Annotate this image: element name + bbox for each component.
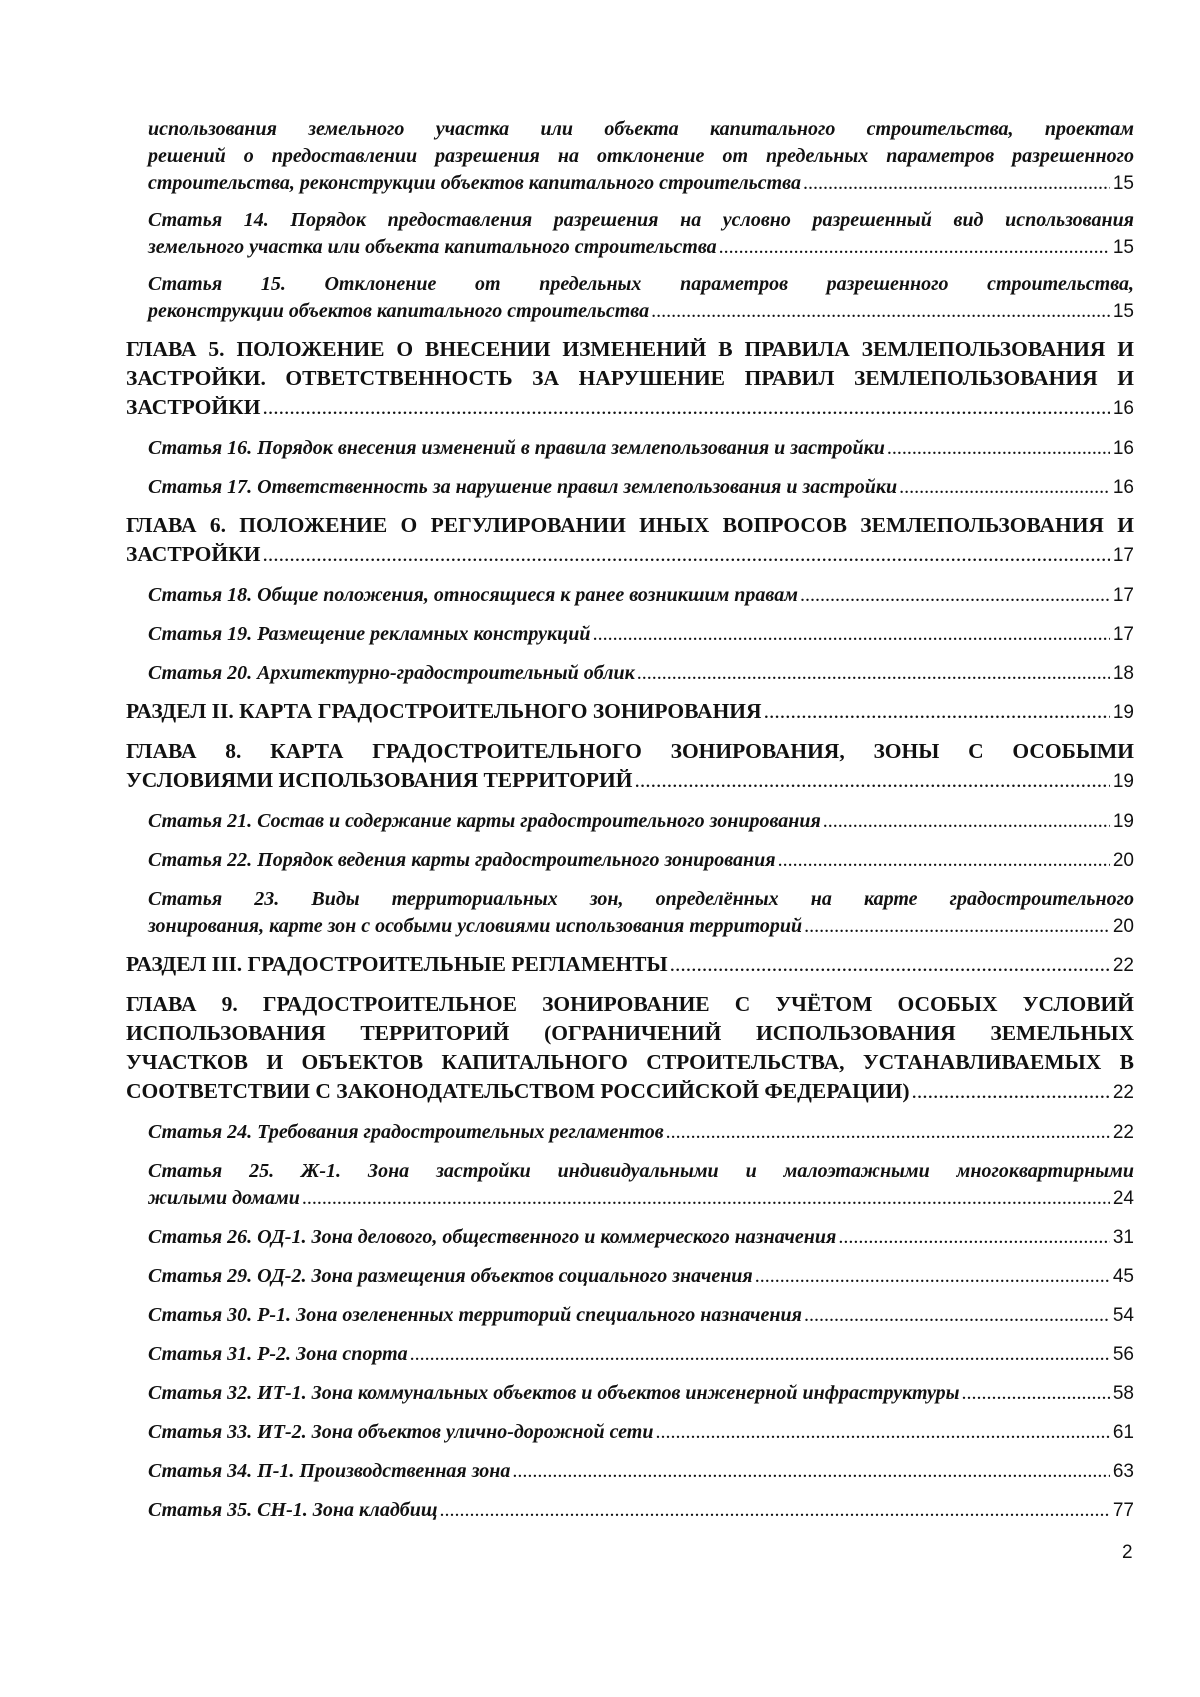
toc-entry-text-line: ГЛАВА 8. КАРТА ГРАДОСТРОИТЕЛЬНОГО ЗОНИРОВАНИЯ, ЗОНЫ С ОСОБЫМИ	[126, 739, 1134, 763]
dot-leader	[410, 1341, 1110, 1368]
toc-entry-text-line: ЗАСТРОЙКИ. ОТВЕТСТВЕННОСТЬ ЗА НАРУШЕНИЕ ПРАВИЛ ЗЕМЛЕПОЛЬЗОВАНИЯ И	[126, 366, 1134, 390]
toc-entry-chapter-8[interactable]	[126, 737, 1134, 796]
toc-page-number: 77	[1112, 1500, 1134, 1521]
toc-page-number: 45	[1112, 1266, 1134, 1287]
toc-page-number: 19	[1112, 702, 1134, 723]
toc-entry-text-line: ИСПОЛЬЗОВАНИЯ ТЕРРИТОРИЙ (ОГРАНИЧЕНИЙ ИСПОЛЬЗОВАНИЯ ЗЕМЕЛЬНЫХ	[126, 1021, 1134, 1045]
spacer	[148, 835, 1134, 847]
toc-page-number: 16	[1112, 398, 1134, 419]
dot-leader	[838, 1224, 1110, 1251]
dot-leader	[755, 1263, 1110, 1290]
toc-entry-text: Статья 31. Р-2. Зона спорта	[148, 1343, 408, 1365]
toc-page-number: 61	[1112, 1422, 1134, 1443]
spacer	[148, 1146, 1134, 1158]
dot-leader	[899, 474, 1110, 501]
dot-leader	[823, 808, 1110, 835]
spacer	[148, 462, 1134, 474]
dot-leader	[440, 1497, 1110, 1524]
toc-entry-section-2[interactable]	[126, 697, 1134, 727]
toc-entry-text: Статья 24. Требования градостроительных регламентов	[148, 1121, 664, 1143]
toc-entry-article-35[interactable]	[148, 1497, 1134, 1524]
dot-leader	[262, 393, 1109, 422]
toc-page-number: 15	[1112, 301, 1134, 322]
toc-entry-text: Статья 26. ОД-1. Зона делового, общественного и коммерческого назначения	[148, 1226, 837, 1248]
spacer	[148, 1368, 1134, 1380]
toc-entry-text-line: решений о предоставлении разрешения на отклонение от предельных параметров разрешенного	[148, 145, 1134, 167]
toc-entry-text: Статья 21. Состав и содержание карты градостроительного зонирования	[148, 810, 821, 832]
toc-entry-text: Статья 29. ОД-2. Зона размещения объектов социального значения	[148, 1265, 753, 1287]
spacer	[148, 1107, 1134, 1119]
toc-entry-text-line: Статья 15. Отклонение от предельных параметров разрешенного строительства,	[148, 273, 1134, 295]
toc-page-number: 19	[1112, 811, 1134, 832]
toc-entry-text: Статья 30. Р-1. Зона озелененных территорий специального назначения	[148, 1304, 802, 1326]
spacer	[148, 874, 1134, 886]
toc-entry-text-line: ГЛАВА 6. ПОЛОЖЕНИЕ О РЕГУЛИРОВАНИИ ИНЫХ ВОПРОСОВ ЗЕМЛЕПОЛЬЗОВАНИЯ И	[126, 513, 1134, 537]
toc-page-number: 22	[1112, 1082, 1134, 1103]
dot-leader	[666, 1119, 1110, 1146]
spacer	[148, 940, 1134, 950]
toc-entry-text-line: ГЛАВА 9. ГРАДОСТРОИТЕЛЬНОЕ ЗОНИРОВАНИЕ С УЧЁТОМ ОСОБЫХ УСЛОВИЙ	[126, 992, 1134, 1016]
toc-entry-text-line: СООТВЕТСТВИИ С ЗАКОНОДАТЕЛЬСТВОМ РОССИЙСКОЙ ФЕДЕРАЦИИ)	[126, 1079, 910, 1103]
toc-entry-text: Статья 33. ИТ-2. Зона объектов улично-дорожной сети	[148, 1421, 654, 1443]
dot-leader	[778, 847, 1110, 874]
toc-page-number: 20	[1112, 850, 1134, 871]
dot-leader	[670, 950, 1110, 979]
spacer	[148, 796, 1134, 808]
dot-leader	[887, 435, 1110, 462]
toc-entry-text-line: УЧАСТКОВ И ОБЪЕКТОВ КАПИТАЛЬНОГО СТРОИТЕЛЬСТВА, УСТАНАВЛИВАЕМЫХ В	[126, 1050, 1134, 1074]
toc-entry-article-15[interactable]	[148, 271, 1134, 325]
toc-entry-text-line: УСЛОВИЯМИ ИСПОЛЬЗОВАНИЯ ТЕРРИТОРИЙ	[126, 768, 633, 792]
toc-page-number: 18	[1112, 663, 1134, 684]
toc-entry-article-24[interactable]	[148, 1119, 1134, 1146]
toc-entry-text: Статья 34. П-1. Производственная зона	[148, 1460, 511, 1482]
toc-entry-text-line: ЗАСТРОЙКИ	[126, 542, 261, 566]
toc-entry-text-line: использования земельного участка или объекта капитального строительства, проектам	[148, 118, 1134, 140]
toc-entry-text: Статья 32. ИТ-1. Зона коммунальных объектов и объектов инженерной инфраструктуры	[148, 1382, 960, 1404]
toc-entry-article-33[interactable]	[148, 1419, 1134, 1446]
toc-entry-article-16[interactable]	[148, 435, 1134, 462]
spacer	[148, 261, 1134, 271]
toc-page-number: 31	[1112, 1227, 1134, 1248]
toc-entry-article-23[interactable]	[148, 886, 1134, 940]
dot-leader	[635, 766, 1110, 795]
spacer	[148, 648, 1134, 660]
spacer	[148, 1251, 1134, 1263]
toc-page-number: 19	[1112, 771, 1134, 792]
toc-entry-text: Статья 20. Архитектурно-градостроительный облик	[148, 662, 635, 684]
toc-entry-article-29[interactable]	[148, 1263, 1134, 1290]
toc-entry-text: Статья 17. Ответственность за нарушение правил землепользования и застройки	[148, 476, 898, 498]
toc-entry-article-13-continued[interactable]	[148, 116, 1134, 197]
toc-page-number: 24	[1112, 1188, 1134, 1209]
dot-leader	[512, 1458, 1109, 1485]
dot-leader	[800, 582, 1110, 609]
toc-entry-article-20[interactable]	[148, 660, 1134, 687]
spacer	[148, 980, 1134, 990]
toc-page-number: 58	[1112, 1383, 1134, 1404]
toc-entry-text-line: зонирования, карте зон с особыми условиями использования территорий	[148, 915, 803, 937]
toc-entry-text-line: Статья 23. Виды территориальных зон, определённых на карте градостроительного	[148, 888, 1134, 910]
toc-entry-text: Статья 19. Размещение рекламных конструкций	[148, 623, 591, 645]
toc-entry-article-26[interactable]	[148, 1224, 1134, 1251]
spacer	[148, 1446, 1134, 1458]
toc-entry-article-22[interactable]	[148, 847, 1134, 874]
toc-entry-text-line: реконструкции объектов капитального строительства	[148, 300, 650, 322]
spacer	[148, 325, 1134, 335]
toc-entry-section-3[interactable]	[126, 950, 1134, 980]
toc-entry-text: Статья 16. Порядок внесения изменений в правила землепользования и застройки	[148, 437, 885, 459]
toc-entry-text-line: строительства, реконструкции объектов капитального строительства	[148, 172, 801, 194]
spacer	[148, 1407, 1134, 1419]
spacer	[148, 423, 1134, 435]
toc-entry-article-17[interactable]	[148, 474, 1134, 501]
dot-leader	[593, 621, 1110, 648]
toc-entry-chapter-9[interactable]	[126, 990, 1134, 1107]
toc-page-number: 17	[1112, 545, 1134, 566]
toc-page-number: 17	[1112, 624, 1134, 645]
toc-entry-article-18[interactable]	[148, 582, 1134, 609]
toc-entry-chapter-5[interactable]	[126, 335, 1134, 423]
toc-entry-article-21[interactable]	[148, 808, 1134, 835]
dot-leader	[912, 1077, 1110, 1106]
spacer	[148, 609, 1134, 621]
toc-entry-article-34[interactable]	[148, 1458, 1134, 1485]
toc-entry-article-32[interactable]	[148, 1380, 1134, 1407]
spacer	[148, 1212, 1134, 1224]
toc-page-number: 56	[1112, 1344, 1134, 1365]
dot-leader	[719, 234, 1110, 261]
spacer	[148, 727, 1134, 737]
dot-leader	[655, 1419, 1109, 1446]
spacer	[148, 687, 1134, 697]
dot-leader	[803, 170, 1110, 197]
toc-page-number: 54	[1112, 1305, 1134, 1326]
toc-page-number: 17	[1112, 585, 1134, 606]
dot-leader	[804, 1302, 1110, 1329]
toc-entry-article-31[interactable]	[148, 1341, 1134, 1368]
toc-entry-text: Статья 22. Порядок ведения карты градостроительного зонирования	[148, 849, 776, 871]
toc-page-number: 15	[1112, 237, 1134, 258]
toc-entry-text-line: Статья 14. Порядок предоставления разрешения на условно разрешенный вид использования	[148, 209, 1134, 231]
toc-entry-text-line: жилыми домами	[148, 1187, 300, 1209]
toc-page-number: 16	[1112, 477, 1134, 498]
toc-entry-text: Статья 18. Общие положения, относящиеся к ранее возникшим правам	[148, 584, 798, 606]
toc-entry-article-19[interactable]	[148, 621, 1134, 648]
table-of-contents	[126, 116, 1134, 1524]
toc-entry-text: РАЗДЕЛ III. ГРАДОСТРОИТЕЛЬНЫЕ РЕГЛАМЕНТЫ	[126, 952, 668, 976]
spacer	[148, 1290, 1134, 1302]
toc-page-number: 15	[1112, 173, 1134, 194]
toc-page-number: 22	[1112, 955, 1134, 976]
dot-leader	[804, 913, 1110, 940]
toc-page-number: 16	[1112, 438, 1134, 459]
dot-leader	[262, 540, 1109, 569]
toc-page-number: 63	[1112, 1461, 1134, 1482]
toc-page-number: 20	[1112, 916, 1134, 937]
spacer	[148, 1485, 1134, 1497]
toc-entry-text-line: земельного участка или объекта капитального строительства	[148, 236, 717, 258]
toc-entry-text: РАЗДЕЛ II. КАРТА ГРАДОСТРОИТЕЛЬНОГО ЗОНИРОВАНИЯ	[126, 699, 762, 723]
toc-entry-chapter-6[interactable]	[126, 511, 1134, 570]
page-number: 2	[1122, 1542, 1133, 1563]
toc-entry-article-30[interactable]	[148, 1302, 1134, 1329]
toc-entry-text: Статья 35. СН-1. Зона кладбищ	[148, 1499, 438, 1521]
toc-entry-article-14[interactable]	[148, 207, 1134, 261]
toc-entry-text-line: ЗАСТРОЙКИ	[126, 395, 261, 419]
toc-entry-article-25[interactable]	[148, 1158, 1134, 1212]
dot-leader	[764, 697, 1110, 726]
dot-leader	[651, 298, 1110, 325]
toc-entry-text-line: ГЛАВА 5. ПОЛОЖЕНИЕ О ВНЕСЕНИИ ИЗМЕНЕНИЙ В ПРАВИЛА ЗЕМЛЕПОЛЬЗОВАНИЯ И	[126, 337, 1134, 361]
spacer	[148, 1329, 1134, 1341]
toc-entry-text-line: Статья 25. Ж-1. Зона застройки индивидуальными и малоэтажными многоквартирными	[148, 1160, 1134, 1182]
spacer	[148, 197, 1134, 207]
spacer	[148, 501, 1134, 511]
dot-leader	[302, 1185, 1110, 1212]
toc-page-number: 22	[1112, 1122, 1134, 1143]
dot-leader	[637, 660, 1110, 687]
spacer	[148, 570, 1134, 582]
dot-leader	[962, 1380, 1110, 1407]
